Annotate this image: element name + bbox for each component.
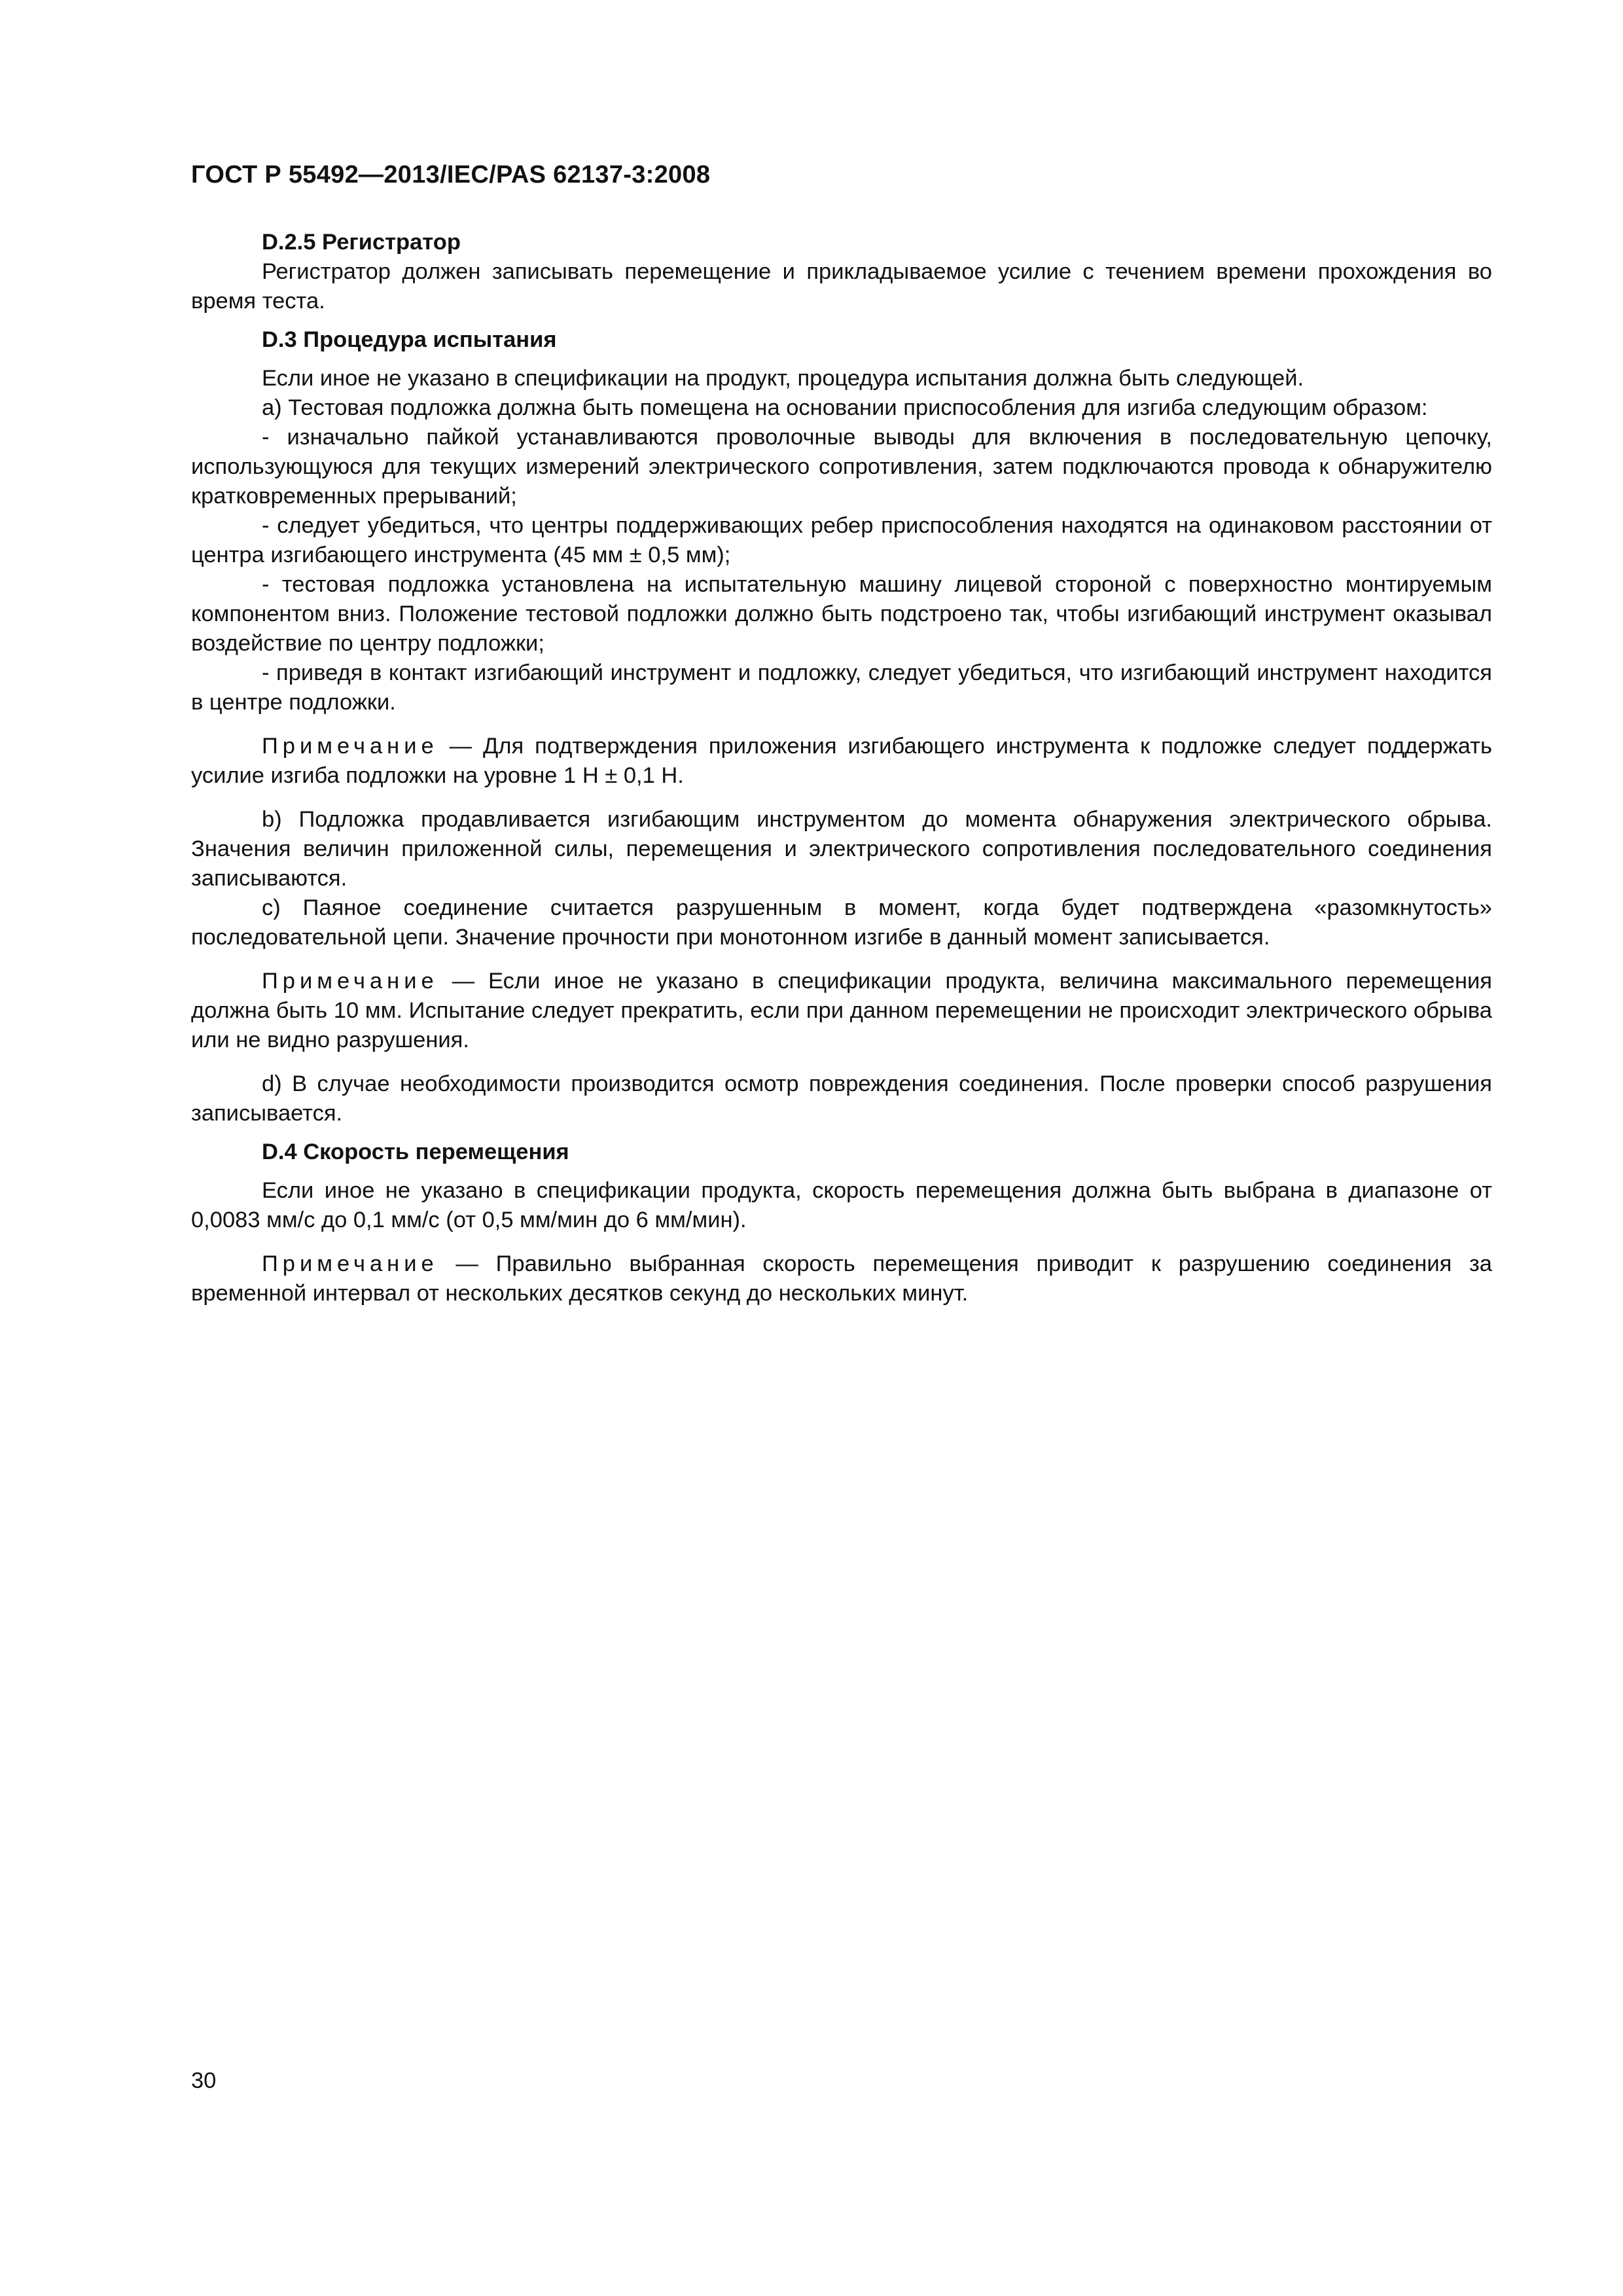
list-item-a: а) Тестовая подложка должна быть помещена на основании приспособления для изгиба следующим образом: [262,395,1428,420]
note-2 [191,967,1492,1055]
note-text: — Правильно выбранная скорость перемещения приводит к разрушению соединения за временной интервал от нескольких десятков секунд до нескольких минут. [191,1251,1492,1306]
note-label: Примечание [262,734,438,759]
standard-code-header: ГОСТ Р 55492—2013/IEC/PAS 62137-3:2008 [191,161,711,188]
paragraph-d25: Регистратор должен записывать перемещение и прикладываемое усилие с течением времени прохождения во время теста. [191,259,1492,314]
note-3 [191,1249,1492,1308]
dash-item-2: - следует убедиться, что центры поддерживающих ребер приспособления находятся на одинаковом расстоянии от центра изгибающего инструмента (45 мм ± 0,5 мм); [191,513,1492,567]
dash-item-3: - тестовая подложка установлена на испытательную машину лицевой стороной с поверхностно монтируемым компонентом вниз. Положение тестовой подложки должно быть подстроено так, чтобы изгибающий инструмент оказывал воздействие по центру подложки; [191,572,1492,656]
paragraph-d4: Если иное не указано в спецификации продукта, скорость перемещения должна быть выбрана в диапазоне от 0,0083 мм/с до 0,1 мм/с (от 0,5 мм/мин до 6 мм/мин). [191,1178,1492,1232]
document-body [191,228,1492,1308]
note-1 [191,732,1492,791]
paragraph-d3-intro: Если иное не указано в спецификации на продукт, процедура испытания должна быть следующей. [262,366,1304,391]
section-heading-d4: D.4 Скорость перемещения [262,1139,569,1164]
section-heading-d25: D.2.5 Регистратор [262,230,461,255]
list-item-d: d) В случае необходимости производится осмотр повреждения соединения. После проверки способ разрушения записывается. [191,1071,1492,1126]
list-item-b: b) Подложка продавливается изгибающим инструментом до момента обнаружения электрического обрыва. Значения величин приложенной силы, перемещения и электрического сопротивления последовательного соединения записываются. [191,807,1492,891]
note-label: Примечание [262,1251,438,1276]
page-number: 30 [191,2068,217,2093]
note-label: Примечание [262,969,438,994]
list-item-c: c) Паяное соединение считается разрушенным в момент, когда будет подтверждена «разомкнутость» последовательной цепи. Значение прочности при монотонном изгибе в данный момент записывается. [191,895,1492,950]
note-text: — Для подтверждения приложения изгибающего инструмента к подложке следует поддержать усилие изгиба подложки на уровне 1 Н ± 0,1 Н. [191,734,1492,788]
section-heading-d3: D.3 Процедура испытания [262,327,557,352]
dash-item-4: - приведя в контакт изгибающий инструмент и подложку, следует убедиться, что изгибающий инструмент находится в центре подложки. [191,660,1492,715]
note-text: — Если иное не указано в спецификации продукта, величина максимального перемещения должна быть 10 мм. Испытание следует прекратить, если при данном перемещении не происходит электрического обрыва или не видно разрушения. [191,969,1492,1052]
dash-item-1: - изначально пайкой устанавливаются проволочные выводы для включения в последовательную цепочку, использующуюся для текущих измерений электрического сопротивления, затем подключаются провода к обнаружителю кратковременных прерываний; [191,425,1492,509]
